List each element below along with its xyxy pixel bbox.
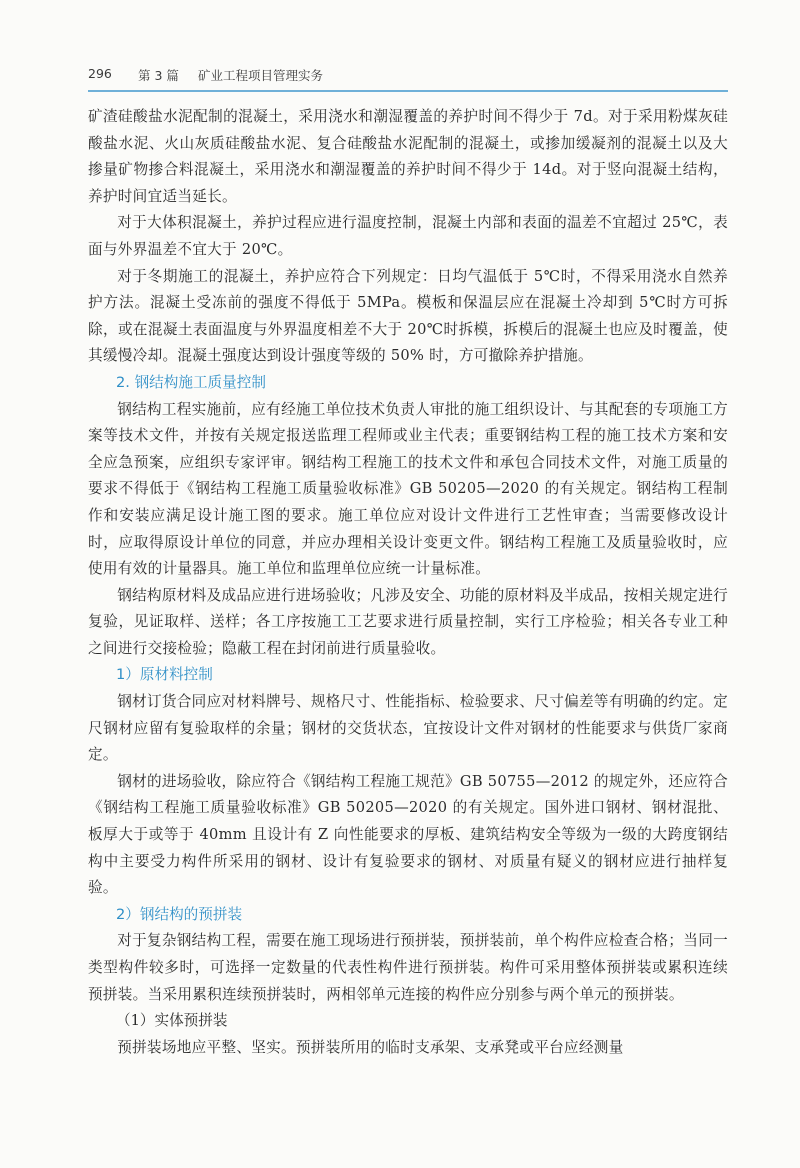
paragraph-mass-concrete: 对于大体积混凝土，养护过程应进行温度控制，混凝土内部和表面的温差不宜超过 25℃，表面与外界温差不宜大于 20℃。 <box>88 214 728 258</box>
header-rule <box>88 90 728 92</box>
paragraph-winter-construction: 对于冬期施工的混凝土，养护应符合下列规定：日均气温低于 5℃时，不得采用浇水自然养护方法。混凝土受冻前的强度不得低于 5MPa。模板和保温层应在混凝土冷却到 5℃时方可拆除，或在混凝土表面温度与外界温度相差不大于 20℃时拆模，拆模后的混凝土也应及时覆盖，使其缓慢冷却。混凝土强度达到设计强度等级的 50% 时，方可撤除养护措施。 <box>88 267 728 365</box>
subsection-heading-preassembly: 2）钢结构的预拼装 <box>116 905 243 923</box>
running-title: 矿业工程项目管理实务 <box>198 68 324 83</box>
paragraph-assembly-site: 预拼装场地应平整、坚实。预拼装所用的临时支承架、支承凳或平台应经测量 <box>117 1038 624 1056</box>
section-heading-steel-quality: 2. 钢结构施工质量控制 <box>116 373 266 391</box>
page-number: 296 <box>88 66 112 81</box>
part-label: 第 3 篇 <box>138 68 179 83</box>
paragraph-order-contract: 钢材订货合同应对材料牌号、规格尺寸、性能指标、检验要求、尺寸偏差等有明确的约定。定尺钢材应留有复验取样的余量；钢材的交货状态，宜按设计文件对钢材的性能要求与供货厂家商定。 <box>88 693 728 764</box>
page-header <box>88 66 728 90</box>
page-body <box>88 104 728 1061</box>
paragraph-curing-time: 矿渣硅酸盐水泥配制的混凝土，采用浇水和潮湿覆盖的养护时间不得少于 7d。对于采用粉煤灰硅酸盐水泥、火山灰质硅酸盐水泥、复合硅酸盐水泥配制的混凝土，或掺加缓凝剂的混凝土以及大掺量矿物掺合料混凝土，采用浇水和潮湿覆盖的养护时间不得少于 14d。对于竖向混凝土结构，养护时间宜适当延长。 <box>88 108 728 205</box>
paragraph-preassembly: 对于复杂钢结构工程，需要在施工现场进行预拼装，预拼装前，单个构件应检查合格；当同一类型构件较多时，可选择一定数量的代表性构件进行预拼装。构件可采用整体预拼装或累积连续预拼装。当采用累积连续预拼装时，两相邻单元连接的构件应分别参与两个单元的预拼装。 <box>88 932 728 1003</box>
item-heading-physical-preassembly: （1）实体预拼装 <box>116 1012 228 1030</box>
paragraph-steel-preparation: 钢结构工程实施前，应有经施工单位技术负责人审批的施工组织设计、与其配套的专项施工方案等技术文件，并按有关规定报送监理工程师或业主代表；重要钢结构工程的施工技术方案和安全应急预案，应组织专家评审。钢结构工程施工的技术文件和承包合同技术文件，对施工质量的要求不得低于《钢结构工程施工质量验收标准》GB 50205—2020 的有关规定。钢结构工程制作和安装应满足设计施工图的要求。施工单位应对设计文件进行工艺性审查；当需要修改设计时，应取得原设计单位的同意，并应办理相关设计变更文件。钢结构工程施工及质量验收时，应使用有效的计量器具。施工单位和监理单位应统一计量标准。 <box>88 400 728 578</box>
paragraph-steel-acceptance: 钢结构原材料及成品应进行进场验收；凡涉及安全、功能的原材料及半成品，按相关规定进行复验，见证取样、送样；各工序按施工工艺要求进行质量控制，实行工序检验；相关各专业工种之间进行交接检验；隐蔽工程在封闭前进行质量验收。 <box>88 586 728 657</box>
paragraph-steel-inspection: 钢材的进场验收，除应符合《钢结构工程施工规范》GB 50755—2012 的规定外，还应符合《钢结构工程施工质量验收标准》GB 50205—2020 的有关规定。国外进口钢材、钢材混批、板厚大于或等于 40mm 且设计有 Z 向性能要求的厚板、建筑结构安全等级为一级的大跨度钢结构中主要受力构件所采用的钢材、设计有复验要求的钢材、对质量有疑义的钢材应进行抽样复验。 <box>88 772 728 897</box>
subsection-heading-raw-materials: 1）原材料控制 <box>116 666 213 684</box>
